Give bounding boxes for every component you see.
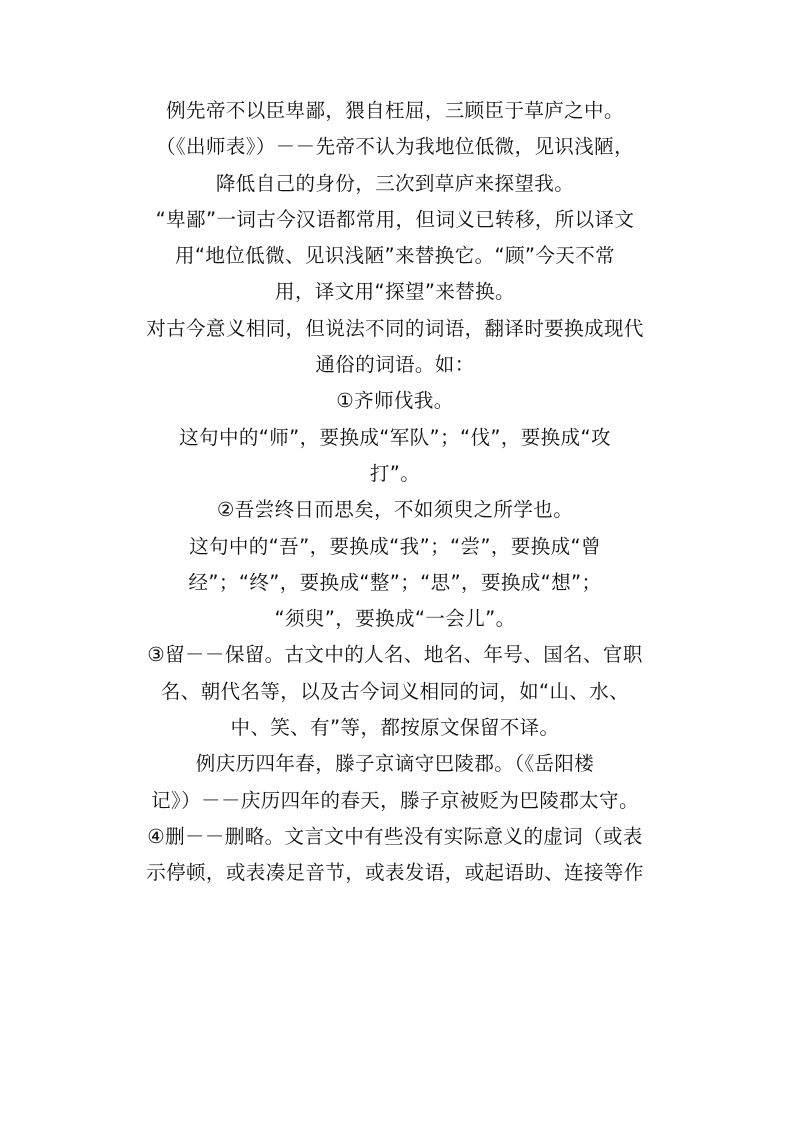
text-line: “卑鄙”一词古今汉语都常用，但词义已转移，所以译文	[155, 207, 635, 231]
text-line: （《出师表》）－－先帝不认为我地位低微，见识浅陋，	[155, 135, 634, 159]
text-line: ①齐师伐我。	[336, 389, 454, 413]
text-line: 例庆历四年春，滕子京谪守巴陵郡。（《岳阳楼	[195, 752, 595, 776]
text-line: 这句中的“师”，要换成“军队”；“伐”，要换成“攻	[179, 425, 611, 449]
text-line: ②吾尝终日而思矣，不如须臾之所学也。	[216, 498, 574, 522]
text-line: 记》）－－庆历四年的春天，滕子京被贬为巴陵郡太守。	[151, 788, 639, 812]
text-line: 中、笑、有”等，都按原文保留不译。	[230, 716, 560, 740]
text-line: 打”。	[369, 461, 421, 485]
text-line: 示停顿，或表凑足音节，或表发语，或起语助、连接等作	[146, 861, 644, 885]
text-line: 名、朝代名等，以及古今词义相同的词，如“山、水、	[160, 679, 630, 703]
text-line: 用，译文用“探望”来替换。	[275, 280, 515, 304]
document-page	[128, 93, 662, 892]
text-line: 通俗的词语。如：	[315, 353, 475, 377]
text-line: 经”；“终”，要换成“整”；“思”，要换成“想”；	[188, 570, 602, 594]
text-line: 降低自己的身份，三次到草庐来探望我。	[215, 171, 575, 195]
text-line: 这句中的“吾”，要换成“我”；“尝”，要换成“曾	[189, 534, 601, 558]
text-line: ④删－－删略。文言文中有些没有实际意义的虚词（或表	[147, 824, 643, 848]
text-line: 例先帝不以臣卑鄙，猥自枉屈，三顾臣于草庐之中。	[166, 99, 624, 122]
text-line: 对古今意义相同，但说法不同的词语，翻译时要换成现代	[146, 316, 644, 340]
text-line: ③留－－保留。古文中的人名、地名、年号、国名、官职	[147, 643, 643, 667]
text-line: “须臾”，要换成“一会儿”。	[274, 607, 516, 631]
text-line: 用“地位低微、见识浅陋”来替换它。“顾”今天不常	[174, 244, 615, 268]
